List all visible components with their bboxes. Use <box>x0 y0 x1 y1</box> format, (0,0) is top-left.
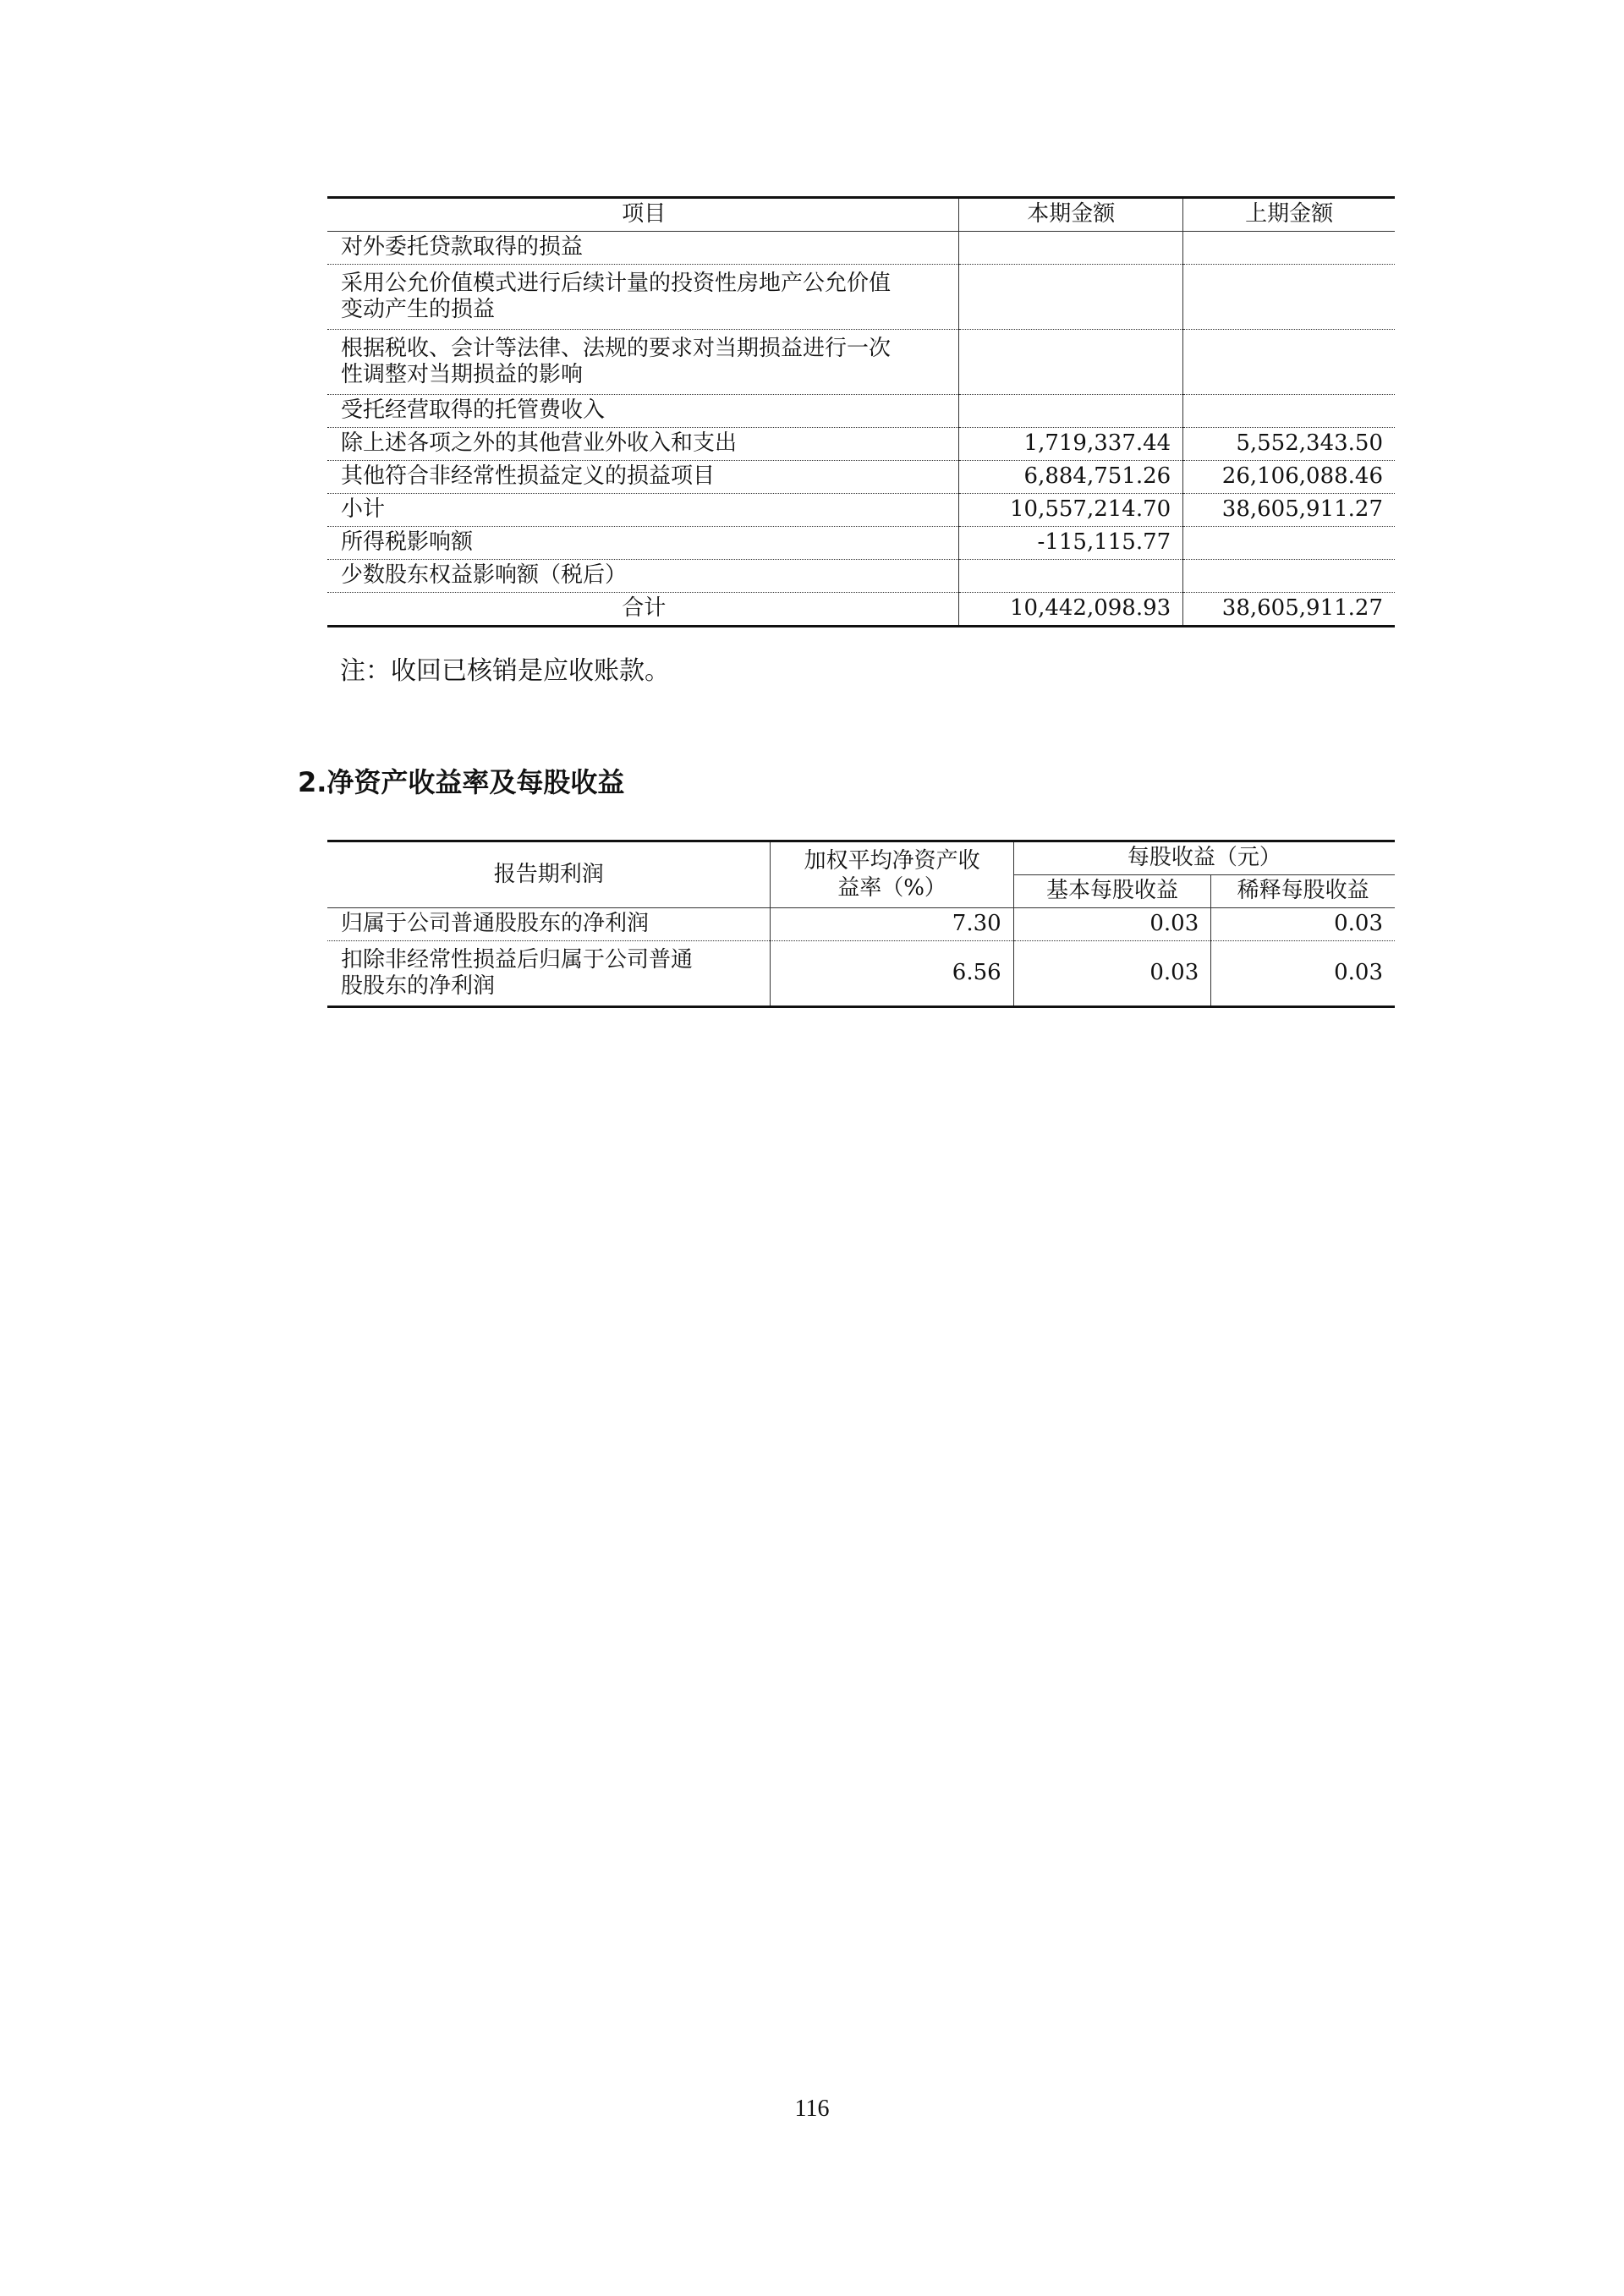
row-item-line: 性调整对当期损益的影响 <box>341 362 584 387</box>
row-label <box>327 941 771 1007</box>
table-row <box>327 527 1395 560</box>
row-label-line: 股股东的净利润 <box>341 973 496 999</box>
row-previous <box>1183 560 1395 593</box>
header-roe-line: 加权平均净资产收 <box>804 848 980 874</box>
row-roe: 6.56 <box>771 941 1013 1007</box>
row-item: 对外委托贷款取得的损益 <box>327 232 959 265</box>
row-current: 1,719,337.44 <box>959 428 1183 461</box>
row-item: 除上述各项之外的其他营业外收入和支出 <box>327 428 959 461</box>
row-item <box>327 330 959 395</box>
table-row <box>327 461 1395 494</box>
row-previous: 38,605,911.27 <box>1183 494 1395 527</box>
row-item-line: 采用公允价值模式进行后续计量的投资性房地产公允价值 <box>341 270 892 296</box>
row-diluted-eps: 0.03 <box>1211 908 1395 941</box>
row-item: 少数股东权益影响额（税后） <box>327 560 959 593</box>
row-item <box>327 265 959 330</box>
header-profit: 报告期利润 <box>327 841 771 908</box>
row-previous <box>1183 527 1395 560</box>
table-header-row <box>327 841 1395 875</box>
table-row <box>327 232 1395 265</box>
row-current: 10,442,098.93 <box>959 593 1183 627</box>
header-current-amount: 本期金额 <box>959 198 1183 232</box>
row-previous <box>1183 232 1395 265</box>
row-basic-eps: 0.03 <box>1013 941 1211 1007</box>
table-row <box>327 428 1395 461</box>
row-item: 所得税影响额 <box>327 527 959 560</box>
non-recurring-items-table <box>327 196 1395 627</box>
table-row <box>327 494 1395 527</box>
row-current <box>959 232 1183 265</box>
row-item: 小计 <box>327 494 959 527</box>
table-note: 注：收回已核销是应收账款。 <box>340 656 670 686</box>
row-previous: 5,552,343.50 <box>1183 428 1395 461</box>
table-row <box>327 265 1395 330</box>
table-header-row <box>327 198 1395 232</box>
row-current <box>959 265 1183 330</box>
header-eps: 每股收益（元） <box>1013 841 1395 875</box>
table-row <box>327 908 1395 941</box>
row-roe: 7.30 <box>771 908 1013 941</box>
section-heading: 2.净资产收益率及每股收益 <box>298 766 625 798</box>
table-row <box>327 395 1395 428</box>
row-label-line: 扣除非经常性损益后归属于公司普通 <box>341 946 694 973</box>
row-current: 10,557,214.70 <box>959 494 1183 527</box>
roe-eps-table <box>327 840 1395 1008</box>
row-item: 受托经营取得的托管费收入 <box>327 395 959 428</box>
header-roe <box>771 841 1013 908</box>
row-diluted-eps: 0.03 <box>1211 941 1395 1007</box>
row-item-line: 根据税收、会计等法律、法规的要求对当期损益进行一次 <box>341 335 892 361</box>
row-current <box>959 560 1183 593</box>
header-roe-line: 益率（%） <box>837 874 946 901</box>
table-row <box>327 941 1395 1007</box>
row-current <box>959 330 1183 395</box>
row-previous: 38,605,911.27 <box>1183 593 1395 627</box>
header-item: 项目 <box>327 198 959 232</box>
table-row <box>327 560 1395 593</box>
row-previous <box>1183 395 1395 428</box>
table-row <box>327 330 1395 395</box>
header-diluted-eps: 稀释每股收益 <box>1211 875 1395 908</box>
row-current: -115,115.77 <box>959 527 1183 560</box>
header-previous-amount: 上期金额 <box>1183 198 1395 232</box>
row-current: 6,884,751.26 <box>959 461 1183 494</box>
row-item: 其他符合非经常性损益定义的损益项目 <box>327 461 959 494</box>
row-basic-eps: 0.03 <box>1013 908 1211 941</box>
row-previous <box>1183 265 1395 330</box>
table-total-row <box>327 593 1395 627</box>
row-item-line: 变动产生的损益 <box>341 297 496 322</box>
row-label: 归属于公司普通股股东的净利润 <box>327 908 771 941</box>
page-number: 116 <box>794 2096 830 2122</box>
row-previous <box>1183 330 1395 395</box>
row-item: 合计 <box>622 595 667 622</box>
row-previous: 26,106,088.46 <box>1183 461 1395 494</box>
header-basic-eps: 基本每股收益 <box>1013 875 1211 908</box>
row-current <box>959 395 1183 428</box>
